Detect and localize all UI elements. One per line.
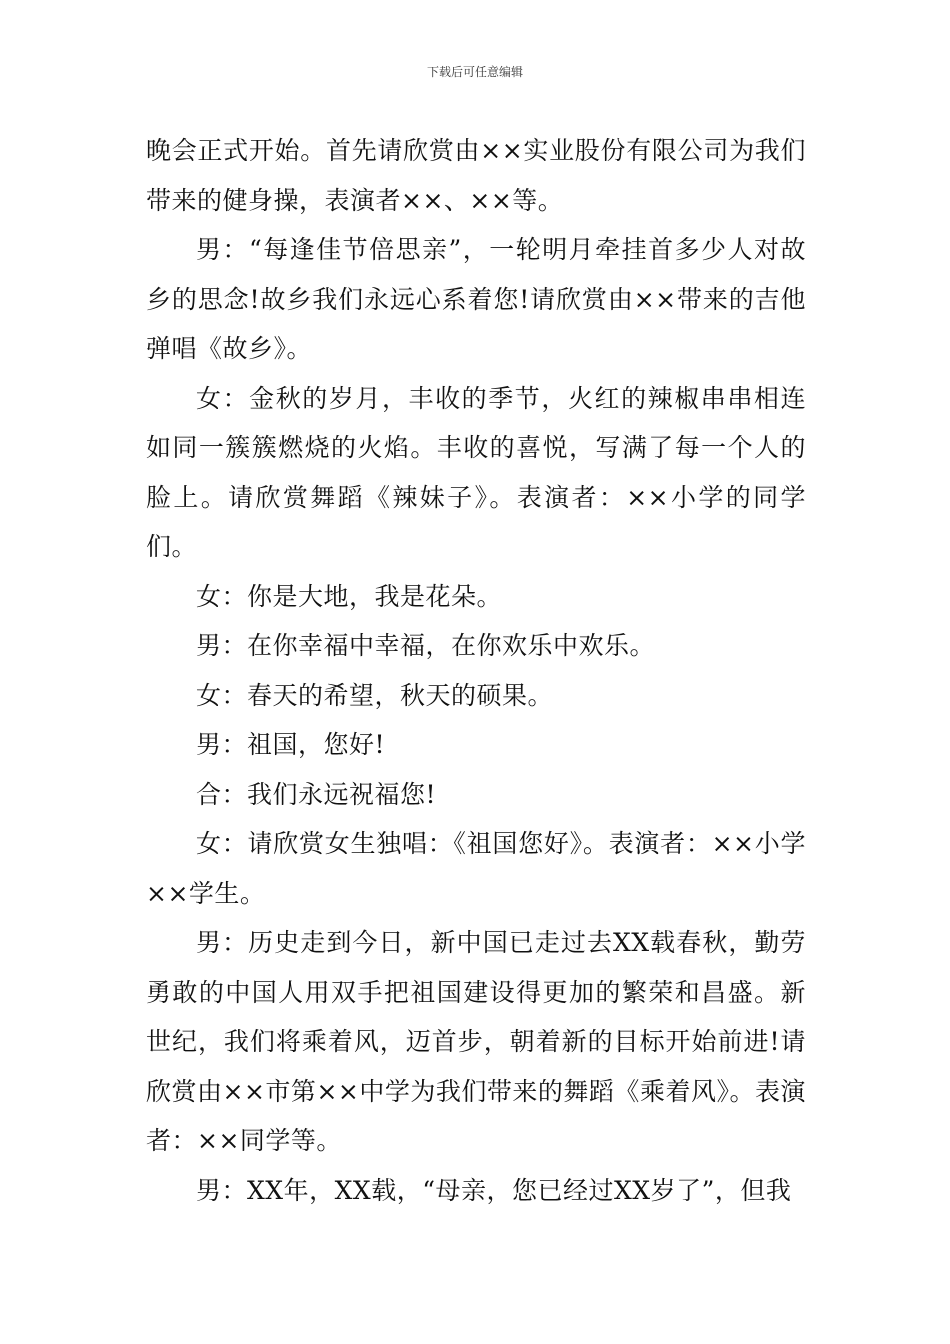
paragraph-2: 男：“每逢佳节倍思亲”，一轮明月牵挂首多少人对故乡的思念!故乡我们永远心系着您!请欣赏由××带来的吉他弹唱《故乡》。 [146,235,806,363]
paragraph-1: 晚会正式开始。首先请欣赏由××实业股份有限公司为我们带来的健身操，表演者××、××等。 [146,136,806,215]
paragraph-11: 男：XX年，XX载，“母亲，您已经过XX岁了”，但我 [196,1175,792,1205]
paragraph-3: 女：金秋的岁月，丰收的季节，火红的辣椒串串相连如同一簇簇燃烧的火焰。丰收的喜悦，写满了每一个人的脸上。请欣赏舞蹈《辣妹子》。表演者：××小学的同学们。 [146,383,806,561]
paragraph-6: 女：春天的希望，秋天的硕果。 [196,680,554,710]
paragraph-4: 女：你是大地，我是花朵。 [196,581,503,611]
paragraph-8: 合：我们永远祝福您! [196,779,437,809]
paragraph-7: 男：祖国，您好! [196,730,386,759]
page-header: 下载后可任意编辑 [426,65,523,79]
paragraph-9: 女：请欣赏女生独唱：《祖国您好》。表演者：××小学××学生。 [146,829,806,908]
paragraph-5: 男：在你幸福中幸福，在你欢乐中欢乐。 [196,631,656,660]
document-body [146,126,806,1215]
paragraph-10: 男：历史走到今日，新中国已走过去XX载春秋，勤劳勇敢的中国人用双手把祖国建设得更加的繁荣和昌盛。新世纪，我们将乘着风，迈首步，朝着新的目标开始前进!请欣赏由××市第××中学为我们带来的舞蹈《乘着风》。表演者：××同学等。 [146,928,806,1155]
